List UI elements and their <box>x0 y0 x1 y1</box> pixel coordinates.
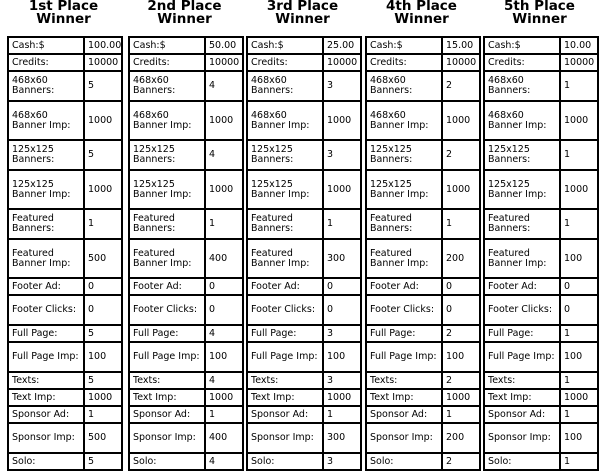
prize-value: 1 <box>560 406 598 423</box>
prize-value: 100 <box>323 342 361 372</box>
prize-label: Footer Ad: <box>129 278 205 295</box>
table-row <box>247 423 361 453</box>
prize-value: 1 <box>560 453 598 470</box>
prize-label: Text Imp: <box>129 389 205 406</box>
prize-value: 0 <box>560 278 598 295</box>
prize-label: Footer Clicks: <box>247 295 323 325</box>
prize-label: 125x125 Banner Imp: <box>484 170 560 209</box>
table-row <box>129 140 243 170</box>
table-row <box>8 389 122 406</box>
table-row <box>8 372 122 389</box>
prize-value: 4 <box>205 71 243 101</box>
table-row <box>484 325 598 342</box>
table-row <box>247 209 361 239</box>
table-row <box>247 342 361 372</box>
prize-label: Featured Banners: <box>366 209 442 239</box>
prize-label: Sponsor Imp: <box>366 423 442 453</box>
prize-value: 200 <box>442 239 480 278</box>
table-row <box>129 278 243 295</box>
prize-value: 10000 <box>84 54 122 71</box>
table-row <box>484 389 598 406</box>
prize-label: 468x60 Banner Imp: <box>129 101 205 140</box>
table-row <box>366 278 480 295</box>
prize-label: Full Page: <box>366 325 442 342</box>
prize-table <box>246 36 362 471</box>
prize-value: 100 <box>560 342 598 372</box>
winner-title-label: Winner <box>512 11 567 27</box>
table-row <box>484 423 598 453</box>
table-row <box>366 372 480 389</box>
table-row <box>8 37 122 54</box>
prize-label: Texts: <box>484 372 560 389</box>
prize-value: 1 <box>442 406 480 423</box>
table-row <box>247 372 361 389</box>
table-row <box>366 37 480 54</box>
prize-value: 1000 <box>84 389 122 406</box>
prize-value: 15.00 <box>442 37 480 54</box>
table-row <box>366 453 480 470</box>
table-row <box>247 278 361 295</box>
prize-value: 10000 <box>442 54 480 71</box>
prize-label: 468x60 Banners: <box>129 71 205 101</box>
table-row <box>129 389 243 406</box>
table-row <box>366 389 480 406</box>
table-row <box>484 453 598 470</box>
prize-value: 10000 <box>205 54 243 71</box>
prize-value: 500 <box>84 423 122 453</box>
prize-label: Solo: <box>8 453 84 470</box>
prize-label: Full Page Imp: <box>366 342 442 372</box>
prize-value: 1 <box>560 325 598 342</box>
prize-table <box>7 36 123 471</box>
prize-value: 1 <box>442 209 480 239</box>
prize-label: Solo: <box>247 453 323 470</box>
prize-value: 0 <box>323 295 361 325</box>
prize-label: 468x60 Banners: <box>366 71 442 101</box>
prize-label: Credits: <box>129 54 205 71</box>
table-row <box>366 295 480 325</box>
table-row <box>366 101 480 140</box>
prize-value: 0 <box>205 278 243 295</box>
prize-value: 1000 <box>84 101 122 140</box>
winner-title-label: Winner <box>157 11 212 27</box>
table-row <box>129 295 243 325</box>
prize-value: 1000 <box>205 389 243 406</box>
table-row <box>247 453 361 470</box>
prize-value: 200 <box>442 423 480 453</box>
table-row <box>8 54 122 71</box>
table-row <box>366 209 480 239</box>
table-row <box>247 295 361 325</box>
table-row <box>366 54 480 71</box>
prize-value: 3 <box>323 325 361 342</box>
table-row <box>484 406 598 423</box>
prize-label: Full Page: <box>247 325 323 342</box>
prize-label: Featured Banner Imp: <box>484 239 560 278</box>
winner-title-label: Winner <box>36 11 91 27</box>
prize-value: 1 <box>560 209 598 239</box>
winner-title <box>365 0 478 36</box>
prize-label: 468x60 Banners: <box>484 71 560 101</box>
prize-value: 1000 <box>323 170 361 209</box>
table-row <box>366 239 480 278</box>
winner-title-label: Winner <box>394 11 449 27</box>
prize-label: Full Page Imp: <box>129 342 205 372</box>
table-row <box>8 101 122 140</box>
prize-value: 1000 <box>205 101 243 140</box>
prize-label: Solo: <box>366 453 442 470</box>
prize-label: Footer Ad: <box>247 278 323 295</box>
prize-label: Sponsor Imp: <box>247 423 323 453</box>
prize-label: Cash:$ <box>129 37 205 54</box>
prize-value: 3 <box>323 71 361 101</box>
prize-value: 4 <box>205 140 243 170</box>
prize-label: Featured Banners: <box>247 209 323 239</box>
table-row <box>247 325 361 342</box>
prize-value: 1000 <box>560 170 598 209</box>
table-row <box>247 389 361 406</box>
prize-label: Footer Clicks: <box>484 295 560 325</box>
table-row <box>8 325 122 342</box>
table-row <box>247 140 361 170</box>
prize-label: 125x125 Banners: <box>247 140 323 170</box>
table-row <box>366 140 480 170</box>
prize-table <box>128 36 244 471</box>
prize-label: Credits: <box>366 54 442 71</box>
prize-label: Sponsor Imp: <box>129 423 205 453</box>
prize-label: Featured Banners: <box>8 209 84 239</box>
prize-label: Footer Ad: <box>366 278 442 295</box>
prize-value: 5 <box>84 453 122 470</box>
prize-label: Cash:$ <box>8 37 84 54</box>
table-row <box>129 54 243 71</box>
winner-title-label: Winner <box>275 11 330 27</box>
table-row <box>484 140 598 170</box>
prize-value: 1000 <box>560 101 598 140</box>
prize-label: 125x125 Banners: <box>129 140 205 170</box>
prize-label: Credits: <box>484 54 560 71</box>
prize-label: Footer Ad: <box>484 278 560 295</box>
prize-label: Texts: <box>8 372 84 389</box>
table-row <box>247 54 361 71</box>
prize-label: Text Imp: <box>8 389 84 406</box>
table-row <box>484 209 598 239</box>
table-row <box>366 325 480 342</box>
winner-title <box>483 0 596 36</box>
prize-label: 468x60 Banner Imp: <box>8 101 84 140</box>
prize-table <box>483 36 599 471</box>
table-row <box>484 170 598 209</box>
prize-value: 0 <box>84 278 122 295</box>
table-row <box>484 37 598 54</box>
prize-value: 5 <box>84 140 122 170</box>
prize-value: 300 <box>323 423 361 453</box>
prize-value: 1 <box>560 71 598 101</box>
prize-label: 125x125 Banner Imp: <box>247 170 323 209</box>
prize-label: Featured Banner Imp: <box>247 239 323 278</box>
prize-value: 100 <box>560 423 598 453</box>
prize-label: Featured Banners: <box>484 209 560 239</box>
prize-value: 0 <box>205 295 243 325</box>
prize-label: 468x60 Banners: <box>247 71 323 101</box>
table-row <box>484 54 598 71</box>
table-row <box>484 295 598 325</box>
table-row <box>129 170 243 209</box>
prize-value: 1 <box>560 372 598 389</box>
table-row <box>129 37 243 54</box>
prize-label: Sponsor Ad: <box>484 406 560 423</box>
prize-label: Footer Ad: <box>8 278 84 295</box>
prize-value: 1 <box>84 406 122 423</box>
prize-value: 0 <box>84 295 122 325</box>
prize-value: 25.00 <box>323 37 361 54</box>
table-row <box>129 423 243 453</box>
prize-value: 5 <box>84 71 122 101</box>
prize-label: Sponsor Ad: <box>8 406 84 423</box>
prize-value: 100 <box>442 342 480 372</box>
table-row <box>366 71 480 101</box>
prize-label: 125x125 Banners: <box>8 140 84 170</box>
table-row <box>366 170 480 209</box>
prize-value: 3 <box>323 453 361 470</box>
prize-value: 4 <box>205 372 243 389</box>
prize-label: Sponsor Ad: <box>366 406 442 423</box>
winner-title-place: 4th Place <box>386 0 457 14</box>
table-row <box>129 209 243 239</box>
prize-value: 1 <box>205 406 243 423</box>
table-row <box>8 342 122 372</box>
winner-title <box>7 0 120 36</box>
prize-label: Texts: <box>366 372 442 389</box>
table-row <box>129 342 243 372</box>
table-row <box>484 101 598 140</box>
prize-value: 1000 <box>323 389 361 406</box>
table-row <box>129 453 243 470</box>
prize-label: Cash:$ <box>484 37 560 54</box>
table-row <box>8 453 122 470</box>
prize-value: 10000 <box>323 54 361 71</box>
table-row <box>129 239 243 278</box>
table-row <box>484 278 598 295</box>
prize-label: Solo: <box>129 453 205 470</box>
prize-value: 0 <box>560 295 598 325</box>
prize-value: 1 <box>560 140 598 170</box>
table-row <box>366 406 480 423</box>
prize-label: Cash:$ <box>366 37 442 54</box>
prize-label: Featured Banner Imp: <box>129 239 205 278</box>
prize-label: Footer Clicks: <box>366 295 442 325</box>
prize-label: 468x60 Banner Imp: <box>366 101 442 140</box>
table-row <box>8 406 122 423</box>
table-row <box>8 423 122 453</box>
table-row <box>366 423 480 453</box>
prize-value: 1000 <box>323 101 361 140</box>
prize-label: 125x125 Banner Imp: <box>129 170 205 209</box>
prize-value: 2 <box>442 372 480 389</box>
winner-title-place: 1st Place <box>28 0 99 14</box>
prize-value: 500 <box>84 239 122 278</box>
table-row <box>8 140 122 170</box>
table-row <box>129 101 243 140</box>
prize-label: Full Page Imp: <box>484 342 560 372</box>
table-row <box>8 295 122 325</box>
prize-value: 400 <box>205 423 243 453</box>
prize-label: Full Page: <box>129 325 205 342</box>
table-row <box>247 101 361 140</box>
prize-value: 2 <box>442 71 480 101</box>
table-row <box>247 239 361 278</box>
winner-title-place: 2nd Place <box>147 0 222 14</box>
prize-value: 50.00 <box>205 37 243 54</box>
prize-value: 5 <box>84 325 122 342</box>
prize-value: 3 <box>323 372 361 389</box>
prize-value: 2 <box>442 140 480 170</box>
prize-value: 1 <box>323 209 361 239</box>
prize-value: 300 <box>323 239 361 278</box>
prize-value: 1000 <box>84 170 122 209</box>
prize-value: 0 <box>323 278 361 295</box>
prize-value: 100 <box>84 342 122 372</box>
prize-value: 3 <box>323 140 361 170</box>
prize-label: 125x125 Banner Imp: <box>8 170 84 209</box>
prize-label: Footer Clicks: <box>8 295 84 325</box>
prize-label: 468x60 Banner Imp: <box>484 101 560 140</box>
table-row <box>129 406 243 423</box>
table-row <box>8 209 122 239</box>
prize-value: 4 <box>205 453 243 470</box>
table-row <box>129 71 243 101</box>
winner-title-place: 5th Place <box>504 0 575 14</box>
prize-label: 125x125 Banner Imp: <box>366 170 442 209</box>
prize-label: Full Page Imp: <box>247 342 323 372</box>
table-row <box>8 239 122 278</box>
prize-value: 2 <box>442 325 480 342</box>
prize-label: 468x60 Banners: <box>8 71 84 101</box>
prize-label: Full Page: <box>484 325 560 342</box>
prize-value: 1000 <box>205 170 243 209</box>
table-row <box>247 406 361 423</box>
table-row <box>247 37 361 54</box>
prize-value: 400 <box>205 239 243 278</box>
prize-label: Featured Banner Imp: <box>366 239 442 278</box>
prize-label: Solo: <box>484 453 560 470</box>
prize-value: 10.00 <box>560 37 598 54</box>
prize-label: Sponsor Ad: <box>129 406 205 423</box>
table-row <box>484 239 598 278</box>
prize-value: 1 <box>84 209 122 239</box>
prize-label: Sponsor Imp: <box>484 423 560 453</box>
table-row <box>8 278 122 295</box>
prize-value: 1000 <box>442 101 480 140</box>
prize-table <box>365 36 481 471</box>
winner-title <box>128 0 241 36</box>
prize-label: 468x60 Banner Imp: <box>247 101 323 140</box>
table-row <box>129 325 243 342</box>
prize-value: 0 <box>442 295 480 325</box>
table-row <box>484 342 598 372</box>
table-row <box>129 372 243 389</box>
prize-value: 100 <box>205 342 243 372</box>
prize-value: 2 <box>442 453 480 470</box>
prize-label: Full Page Imp: <box>8 342 84 372</box>
prize-label: Texts: <box>129 372 205 389</box>
prize-label: Texts: <box>247 372 323 389</box>
prize-value: 1 <box>205 209 243 239</box>
prize-value: 1000 <box>442 170 480 209</box>
prize-label: Sponsor Imp: <box>8 423 84 453</box>
prize-value: 10000 <box>560 54 598 71</box>
table-row <box>484 372 598 389</box>
winner-title <box>246 0 359 36</box>
prize-label: Featured Banners: <box>129 209 205 239</box>
prize-label: Full Page: <box>8 325 84 342</box>
prize-value: 100.00 <box>84 37 122 54</box>
prize-value: 0 <box>442 278 480 295</box>
prize-value: 5 <box>84 372 122 389</box>
table-row <box>484 71 598 101</box>
prize-label: Text Imp: <box>366 389 442 406</box>
prize-label: Cash:$ <box>247 37 323 54</box>
prize-label: 125x125 Banners: <box>484 140 560 170</box>
prize-label: Text Imp: <box>247 389 323 406</box>
prize-label: Credits: <box>8 54 84 71</box>
prize-value: 1 <box>323 406 361 423</box>
prize-value: 1000 <box>442 389 480 406</box>
prize-label: Text Imp: <box>484 389 560 406</box>
table-row <box>8 170 122 209</box>
prize-label: Credits: <box>247 54 323 71</box>
table-row <box>366 342 480 372</box>
prize-label: Sponsor Ad: <box>247 406 323 423</box>
winner-title-place: 3rd Place <box>266 0 339 14</box>
table-row <box>8 71 122 101</box>
prize-label: Footer Clicks: <box>129 295 205 325</box>
prize-value: 100 <box>560 239 598 278</box>
prize-label: 125x125 Banners: <box>366 140 442 170</box>
table-row <box>247 170 361 209</box>
table-row <box>247 71 361 101</box>
prize-value: 1000 <box>560 389 598 406</box>
prize-label: Featured Banner Imp: <box>8 239 84 278</box>
prize-value: 4 <box>205 325 243 342</box>
